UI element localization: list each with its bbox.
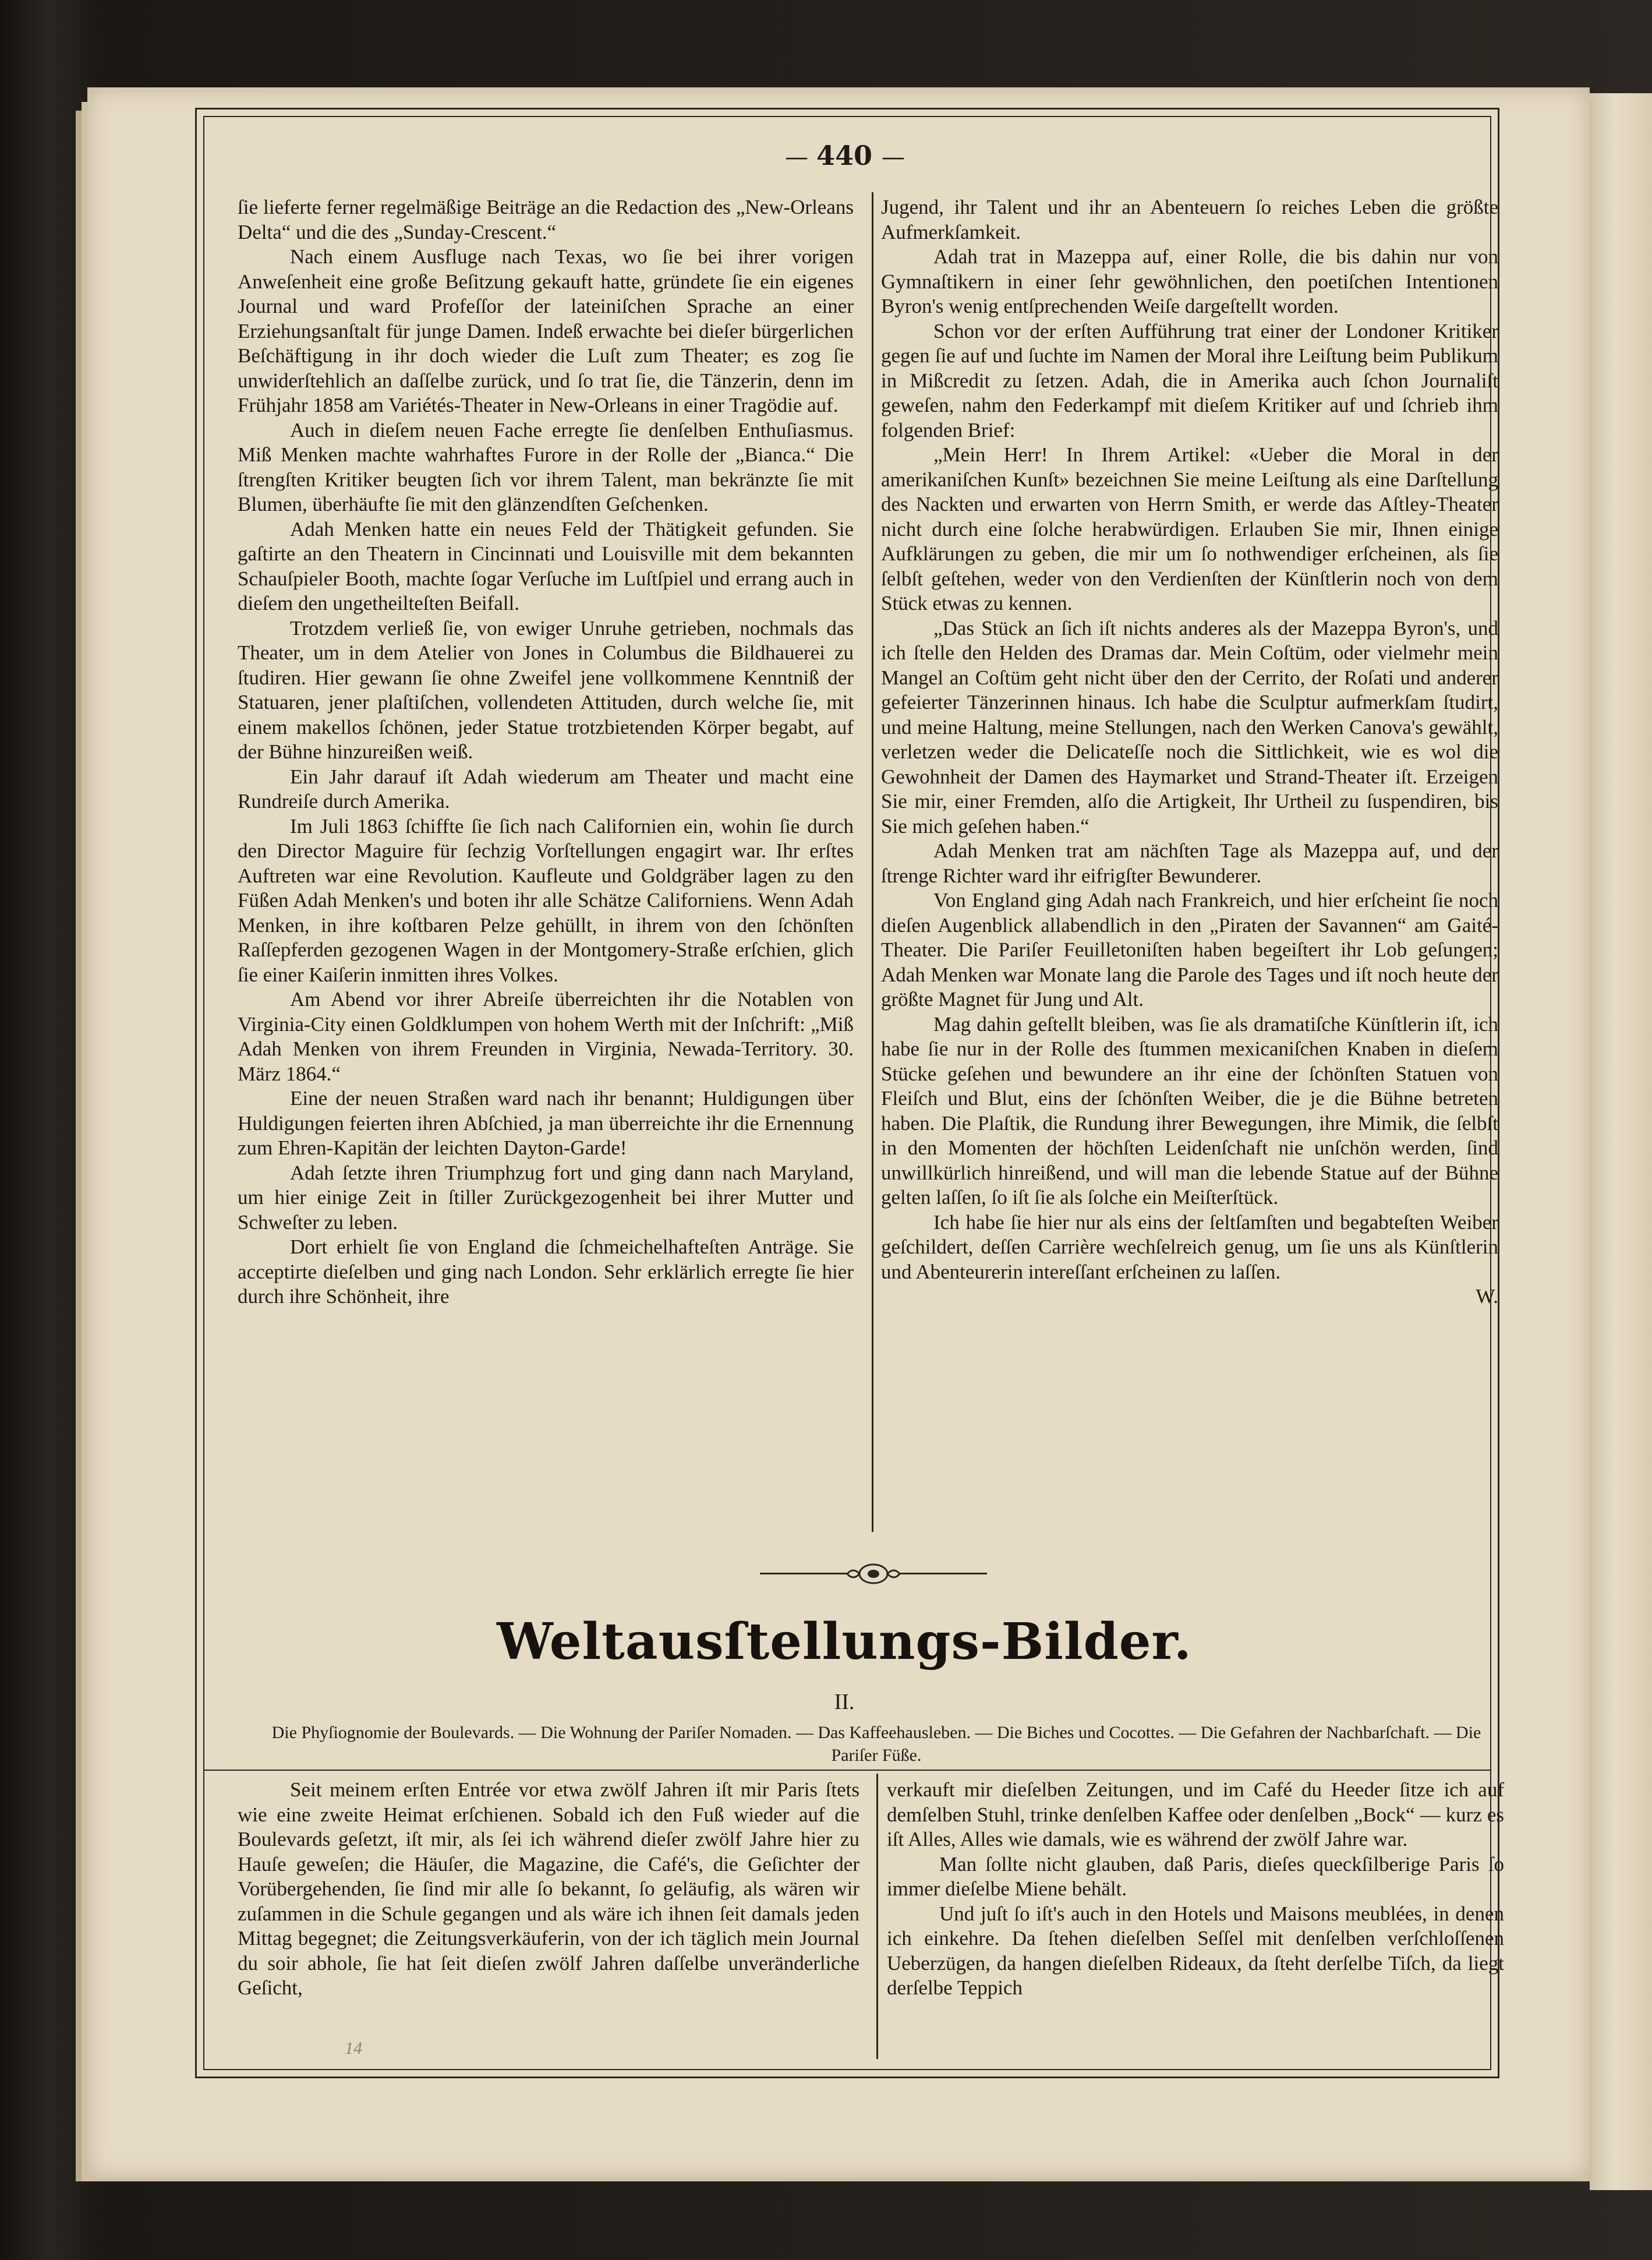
article1-left-column [238, 195, 854, 1309]
paragraph: Trotzdem verließ ſie, von ewiger Unruhe getrieben, nochmals das Theater, um in dem Atelier von Jones in Columbus die Bildhauerei zu ſtudiren. Hier gewann ſie ohne Zweifel jene vollkommene Kenntniß der Statuaren, jener plaſtiſchen, vollendeten Attituden, durch welche ſie, mit einem makellos ſchönen, jeder Statue trotzbietenden Körper begabt, auf der Bühne hinzureißen weiß. [238, 616, 854, 763]
article2-left-column [238, 1778, 859, 2001]
article1-right-column [881, 195, 1498, 1309]
page-number-dash-right: — [882, 144, 904, 171]
paragraph: Adah trat in Mazeppa auf, einer Rolle, die bis dahin nur von Gymnaſtikern in einer ſehr gewöhnlichen, den poetiſchen Intentionen Byron's wenig entſprechenden Weiſe dargeſtellt worden. [881, 245, 1498, 317]
page-number [757, 140, 932, 171]
article2-title: Weltausſtellungs-Bilder. [497, 1612, 1192, 1671]
page-number-value: 440 [816, 140, 873, 171]
paragraph: Adah ſetzte ihren Triumphzug fort und ging dann nach Maryland, um hier einige Zeit in ſtiller Zurückgezogenheit bei ihrer Mutter und Schweſter zu leben. [238, 1161, 854, 1234]
paragraph: ſie lieferte ferner regelmäßige Beiträge an die Redaction des „New-Orleans Delta“ und die des „Sunday-Crescent.“ [238, 196, 854, 243]
paragraph: Man ſollte nicht glauben, daß Paris, dieſes queckſilberige Paris ſo immer dieſelbe Miene behält. [887, 1852, 1504, 1900]
facing-page-edge [1590, 93, 1652, 2190]
paragraph: Von England ging Adah nach Frankreich, und hier erſcheint ſie noch dieſen Augenblick allabendlich in den „Piraten der Savannen“ am Gaité-Theater. Die Pariſer Feuilletoniſten haben begeiſtert ihr Lob geſungen; Adah Menken war Monate lang die Parole des Tages und iſt noch heute der größte Magnet für Jung und Alt. [881, 889, 1498, 1011]
paragraph: Jugend, ihr Talent und ihr an Abenteuern ſo reiches Leben die größte Aufmerkſamkeit. [881, 196, 1498, 243]
paragraph: Schon vor der erſten Aufführung trat einer der Londoner Kritiker gegen ſie auf und ſuchte im Namen der Moral ihre Leiſtung beim Publikum in Mißcredit zu ſetzen. Adah, die in Amerika auch ſchon Journaliſt geweſen, nahm den Federkampf mit dieſem Kritiker auf und ſchrieb ihm folgenden Brief: [881, 319, 1498, 442]
paragraph: Ich habe ſie hier nur als eins der ſeltſamſten und begabteſten Weiber geſchildert, deſſen Carrière wechſelreich genug, um ſie uns als Künſtlerin und Abenteurerin intereſſant erſcheinen zu laſſen. [881, 1210, 1498, 1283]
page-number-dash-left: — [784, 144, 807, 171]
column-divider [876, 1774, 878, 2059]
paragraph: Adah Menken hatte ein neues Feld der Thätigkeit gefunden. Sie gaſtirte an den Theatern in Cincinnati und Louisville mit dem bekannten Schauſpieler Booth, machte ſogar Verſuche im Luſtſpiel und errang auch in dieſem den ungetheilteſten Beifall. [238, 517, 854, 615]
paragraph: Eine der neuen Straßen ward nach ihr benannt; Huldigungen über Huldigungen feierten ihren Abſchied, ja man überreichte ihr die Ernennung zum Ehren-Kapitän der leichten Dayton-Garde! [238, 1087, 854, 1159]
paragraph: Im Juli 1863 ſchiffte ſie ſich nach Californien ein, wohin ſie durch den Director Maguire für ſechzig Vorſtellungen engagirt war. Ihr erſtes Auftreten war eine Revolution. Kaufleute und Goldgräber lagen zu den Füßen Adah Menken's und boten ihr alle Schätze Californiens. Wenn Adah Menken, in ihre koſtbaren Pelze gehüllt, in ihrem von den ſchönſten Raſſepferden gezogenen Wagen in der Montgomery-Straße erſchien, glich ſie einer Kaiſerin inmitten ihres Volkes. [238, 814, 854, 986]
paragraph: Dort erhielt ſie von England die ſchmeichelhafteſten Anträge. Sie acceptirte dieſelben und ging nach London. Sehr erklärlich erregte ſie hier durch ihre Schönheit, ihre [238, 1235, 854, 1308]
column-divider [872, 192, 873, 1532]
paragraph: Und juſt ſo iſt's auch in den Hotels und Maisons meublées, in denen ich einkehre. Da ſtehen dieſelben Seſſel mit denſelben verſchloſſenen Ueberzügen, da hangen dieſelben Rideaux, da ſteht derſelbe Tiſch, da liegt derſelbe Teppich [887, 1902, 1504, 1999]
paragraph: Mag dahin geſtellt bleiben, was ſie als dramatiſche Künſtlerin iſt, ich habe ſie nur in der Rolle des ſtummen mexicaniſchen Knaben in dieſem Stücke geſehen und bewundere an ihr eine der ſchönſten Statuen von Fleiſch und Blut, eins der ſchönſten Weiber, die je die Bühne betreten haben. Die Plaſtik, die Rundung ihrer Bewegungen, ihre Mimik, die ſelbſt in den Momenten der höchſten Leidenſchaft nie unſchön werden, ſind unwillkürlich hinreißend, und will man die lebende Statue auf der Bühne gelten laſſen, ſo iſt ſie als ſolche ein Meiſterſtück. [881, 1012, 1498, 1209]
ornament-flourish-icon [757, 1556, 990, 1591]
paragraph: Adah Menken trat am nächſten Tage als Mazeppa auf, und der ſtrenge Richter ward ihr eifrigſter Bewunderer. [881, 839, 1498, 887]
paragraph: Auch in dieſem neuen Fache erregte ſie denſelben Enthuſiasmus. Miß Menken machte wahrhaftes Furore in der Rolle der „Bianca.“ Die ſtrengſten Kritiker beugten ſich vor ihrem Talent, man bekränzte ſie mit Blumen, überhäufte ſie mit den glänzendſten Geſchenken. [238, 418, 854, 515]
article2-summary: Die Phyſiognomie der Boulevards. — Die Wohnung der Pariſer Nomaden. — Das Kaffeehausleben. — Die Biches und Cocottes. — Die Gefahren der Nachbarſchaft. — Die Pariſer Füße. [271, 1723, 1481, 1765]
paragraph: verkauft mir dieſelben Zeitungen, und im Café du Heeder ſitze ich auf demſelben Stuhl, trinke denſelben Kaffee oder denſelben „Bock“ — kurz es iſt Alles, Alles wie damals, wie es während der zwölf Jahre war. [887, 1778, 1504, 1851]
paragraph: „Mein Herr! In Ihrem Artikel: «Ueber die Moral in der amerikaniſchen Kunſt» bezeichnen Sie meine Leiſtung als eine Darſtellung des Nackten und erwarten von Herrn Smith, er werde das Aſtley-Theater nicht durch eine ſolche herabwürdigen. Erlauben Sie mir, Ihnen einige Aufklärungen zu geben, die mir um ſo nothwendiger erſcheinen, als ſie ſelbſt geſtehen, weder von den Verdienſten der Künſtlerin noch von dem Stück etwas zu kennen. [881, 443, 1498, 615]
paragraph: Ein Jahr darauf iſt Adah wiederum am Theater und macht eine Rundreiſe durch Amerika. [238, 765, 854, 813]
paragraph: Seit meinem erſten Entrée vor etwa zwölf Jahren iſt mir Paris ſtets wie eine zweite Heimat erſchienen. Sobald ich den Fuß wieder auf die Boulevards geſetzt, iſt mir, als ſei ich während dieſer zwölf Jahre hier zu Hauſe geweſen; die Häuſer, die Magazine, die Café's, die Geſichter der Vorübergehenden, ſie ſind mir alle ſo bekannt, ſo geläufig, als wären wir zuſammen in die Schule gegangen und als wäre ich ihnen ſeit damals jeden Mittag begegnet; die Zeitungsverkäuferin, von der ich täglich mein Journal du soir abhole, ſie hat ſeit dieſen zwölf Jahren daſſelbe unveränderliche Geſicht, [238, 1778, 859, 1999]
paragraph: Am Abend vor ihrer Abreiſe überreichten ihr die Notablen von Virginia-City einen Goldklumpen von hohem Werth mit der Inſchrift: „Miß Adah Menken von ihrem Freunden in Virginia, Newada-Territory. 30. März 1864.“ [238, 988, 854, 1085]
article2-right-column [887, 1778, 1504, 2001]
article2-part: II. [834, 1690, 855, 1714]
paragraph: „Das Stück an ſich iſt nichts anderes als der Mazeppa Byron's, und ich ſtelle den Helden des Dramas dar. Mein Coſtüm, oder vielmehr mein Mangel an Coſtüm geht nicht über den der Cerrito, der Roſati und anderer gefeierter Tänzerinnen hinaus. Ich habe die Sculptur aufmerkſam ſtudirt, und meine Haltung, meine Stellungen, nach den Werken Canova's gewählt, verletzen weder die Delicateſſe noch die Sittlichkeit, wie es wol die Gewohnheit der Damen des Haymarket und Strand-Theater iſt. Erzeigen Sie mir, einer Fremden, alſo die Artigkeit, Ihr Urtheil zu ſuspendiren, bis Sie mich geſehen haben.“ [881, 616, 1498, 838]
section-divider [203, 1770, 1491, 1771]
handwritten-note: 14 [345, 2039, 362, 2058]
author-signature: W. [1476, 1285, 1498, 1308]
paragraph: Nach einem Ausfluge nach Texas, wo ſie bei ihrer vorigen Anweſenheit eine große Beſitzung gekauft hatte, gründete ſie ein eigenes Journal und ward Profeſſor der lateiniſchen Sprache an einer Erziehungsanſtalt für junge Damen. Indeß erwachte bei dieſer bürgerlichen Beſchäftigung in ihr doch wieder die Luſt zum Theater; es zog ſie unwiderſtehlich an daſſelbe zurück, und ſo trat ſie, die Tänzerin, denn im Frühjahr 1858 am Variétés-Theater in New-Orleans in einer Tragödie auf. [238, 245, 854, 416]
